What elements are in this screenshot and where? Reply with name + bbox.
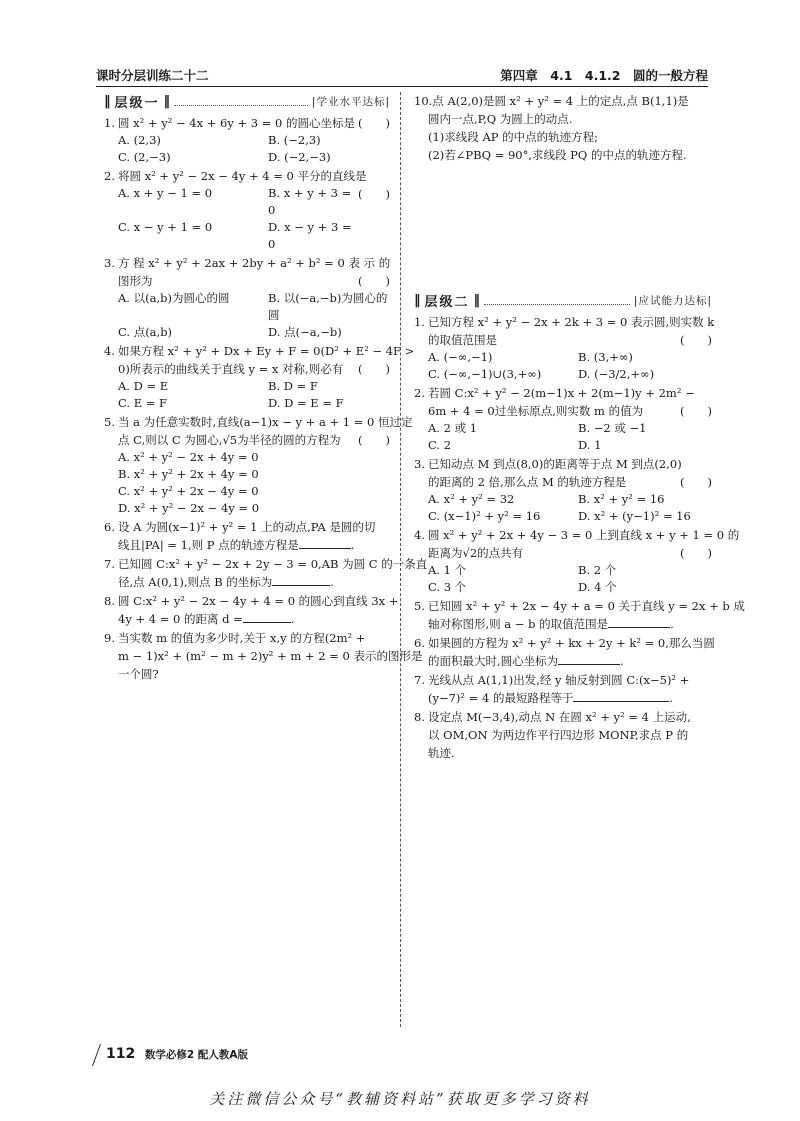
- option-a: A. x² + y² − 2x + 4y = 0: [118, 450, 259, 464]
- book-title: 数学必修2 配人教A版: [144, 1049, 248, 1061]
- answer-bracket: ( ): [358, 116, 390, 130]
- level2-tag: |应试能力达标|: [633, 294, 712, 307]
- question-10: [414, 92, 712, 164]
- question-line: 的面积最大时,圆心坐标为 .: [428, 654, 624, 668]
- question-number: 2.: [414, 386, 425, 400]
- question-7: [104, 555, 428, 591]
- question-text: 当 a 为任意实数时,直线(a−1)x − y + a + 1 = 0 恒过定: [118, 415, 413, 429]
- question-number: 3.: [414, 457, 425, 471]
- question-text: 已知动点 M 到点(8,0)的距离等于点 M 到点(2,0): [428, 457, 682, 471]
- question-text: 已知圆 C:x² + y² − 2x + 2y − 3 = 0,AB 为圆 C 的一条直: [118, 557, 428, 571]
- question-line: [104, 431, 390, 449]
- level1-question-list: [104, 114, 428, 683]
- option-c: C. 3 个: [428, 580, 467, 594]
- question-line: [414, 526, 740, 544]
- question-line: 径,点 A(0,1),则点 B 的坐标为 .: [118, 575, 334, 589]
- question-text: 一个圆?: [118, 667, 159, 681]
- question-3: [414, 455, 712, 525]
- question-1: [414, 313, 715, 383]
- option-a: A. x² + y² = 32: [428, 492, 515, 506]
- option-list: [414, 562, 712, 596]
- level2-bars-right: ‖: [473, 292, 481, 308]
- question-line: [104, 665, 390, 683]
- question-text: 圆 C:x² + y² − 2x − 4y + 4 = 0 的圆心到直线 3x +: [118, 594, 399, 608]
- question-line: [104, 555, 428, 573]
- question-number: 5.: [104, 415, 115, 429]
- option-d: D. x − y + 3 = 0: [268, 220, 352, 251]
- question-number: 1.: [104, 116, 115, 130]
- question-number: 6.: [104, 520, 115, 534]
- bottom-note: 关注微信公众号“教辅资料站”获取更多学习资料: [209, 1090, 591, 1108]
- question-line: [414, 473, 712, 491]
- option-list: [104, 378, 390, 412]
- question-line: [104, 647, 423, 665]
- option-b: B. x + y + 3 = 0: [268, 186, 352, 217]
- question-line: [414, 92, 712, 110]
- question-text: 圆 x² + y² + 2x + 4y − 3 = 0 上到直线 x + y + 1 = 0 的: [428, 528, 740, 542]
- question-line: [414, 313, 715, 331]
- dotted-leader: [484, 295, 630, 305]
- level2-bars-left: ‖: [414, 292, 421, 308]
- question-text: 设定点 M(−3,4),动点 N 在圆 x² + y² = 4 上运动,: [428, 710, 691, 724]
- question-number: 4.: [414, 528, 425, 542]
- answer-bracket: ( ): [358, 433, 390, 447]
- question-2: [414, 384, 712, 454]
- question-line: [414, 544, 712, 562]
- option-d: D. x² + (y−1)² = 16: [578, 509, 691, 523]
- level1-bars-left: ‖: [104, 93, 111, 109]
- question-7: [414, 671, 712, 707]
- option-a: A. D = E: [118, 379, 169, 393]
- question-line: [104, 272, 390, 290]
- option-d: D. (−3/2,+∞): [578, 367, 655, 381]
- answer-blank: [243, 610, 291, 623]
- option-a: A. 以(a,b)为圆心的圆: [118, 291, 230, 305]
- option-list: [104, 185, 358, 253]
- level1-tag: |学业水平达标|: [311, 95, 390, 108]
- question-6: [414, 634, 715, 670]
- right-column: [414, 92, 745, 763]
- question-number: 10.: [414, 94, 433, 108]
- option-d: D. 4 个: [578, 580, 617, 594]
- question-text: 图形为: [118, 274, 153, 288]
- answer-space: [414, 165, 712, 291]
- answer-bracket: ( ): [680, 404, 712, 418]
- question-text: (y−7)² = 4 的最短路程等于: [428, 691, 574, 705]
- question-text: m − 1)x² + (m² − m + 2)y² + m + 2 = 0 表示的图形是: [118, 649, 423, 663]
- question-text: 将圆 x² + y² − 2x − 4y + 4 = 0 平分的直线是: [118, 169, 367, 183]
- question-line: [104, 592, 399, 610]
- option-c: C. 2: [428, 438, 452, 452]
- question-text: 轨迹.: [428, 746, 455, 760]
- answer-blank: [272, 573, 330, 586]
- level2-heading: [414, 291, 712, 309]
- question-number: 8.: [104, 594, 115, 608]
- question-line: [414, 708, 712, 726]
- page-footer: [106, 1046, 248, 1062]
- question-5: [104, 413, 413, 517]
- question-line: [414, 402, 712, 420]
- option-a: A. x + y − 1 = 0: [118, 186, 213, 200]
- question-text: 径,点 A(0,1),则点 B 的坐标为: [118, 575, 273, 589]
- option-c: C. (x−1)² + y² = 16: [428, 509, 541, 523]
- question-text: 若圆 C:x² + y² − 2(m−1)x + 2(m−1)y + 2m² −: [428, 386, 695, 400]
- question-4: [414, 526, 740, 596]
- question-line: [414, 634, 715, 652]
- question-line: [414, 744, 712, 762]
- question-line: (1)求线段 AP 的中点的轨迹方程;: [428, 130, 599, 144]
- page-number: 112: [106, 1046, 136, 1062]
- question-line: 轴对称图形,则 a − b 的取值范围是 .: [428, 617, 674, 631]
- answer-bracket: ( ): [680, 546, 712, 560]
- answer-bracket: ( ): [680, 475, 712, 489]
- option-list: [104, 132, 390, 166]
- question-text: 如果圆的方程为 x² + y² + kx + 2y + k² = 0,那么当圆: [428, 636, 715, 650]
- question-text: 如果方程 x² + y² + Dx + Ey + F = 0(D² + E² − 4F >: [118, 344, 415, 358]
- option-list: [104, 290, 390, 341]
- level2-title: 层级二: [424, 294, 470, 310]
- question-line: 4y + 4 = 0 的距离 d = .: [118, 612, 295, 626]
- option-d: D. 1: [578, 438, 602, 452]
- question-text: 距离为√2的点共有: [428, 546, 524, 560]
- answer-bracket: ( ): [680, 333, 712, 347]
- question-9: [104, 629, 423, 683]
- level2-question-list: [414, 313, 745, 762]
- question-text: 轴对称图形,则 a − b 的取值范围是: [428, 617, 609, 631]
- question-text: 4y + 4 = 0 的距离 d =: [118, 612, 243, 626]
- question-2: [104, 167, 390, 253]
- question-text: 已知方程 x² + y² − 2x + 2k + 3 = 0 表示圆,则实数 k: [428, 315, 715, 329]
- question-1: [104, 114, 390, 166]
- option-a: A. (−∞,−1): [428, 350, 493, 364]
- option-b: B. (3,+∞): [578, 350, 633, 364]
- question-3: [104, 254, 390, 341]
- question-number: 4.: [104, 344, 115, 358]
- question-text: 方 程 x² + y² + 2ax + 2by + a² + b² = 0 表 示 的: [118, 256, 391, 270]
- option-c: C. x − y + 1 = 0: [118, 220, 213, 234]
- question-text: 6m + 4 = 0过坐标原点,则实数 m 的值为: [428, 404, 644, 418]
- answer-bracket: ( ): [358, 362, 390, 376]
- question-text: 点 C,则以 C 为圆心,√5为半径的圆的方程为: [118, 433, 341, 447]
- level1-bars-right: ‖: [163, 93, 171, 109]
- question-line: [414, 384, 712, 402]
- answer-blank: [299, 536, 351, 549]
- question-text: 的面积最大时,圆心坐标为: [428, 654, 559, 668]
- question-line: (y−7)² = 4 的最短路程等于 .: [428, 691, 674, 705]
- question-text: 线且|PA| = 1,则 P 点的轨迹方程是: [118, 538, 299, 552]
- option-b: B. x² + y² + 2x + 4y = 0: [118, 467, 259, 481]
- option-b: B. 以(−a,−b)为圆心的圆: [268, 291, 388, 322]
- question-line: [414, 455, 712, 473]
- option-c: C. 点(a,b): [118, 325, 173, 339]
- option-list: [414, 420, 712, 454]
- question-text: 点 A(2,0)是圆 x² + y² = 4 上的定点,点 B(1,1)是: [432, 94, 689, 108]
- question-number: 8.: [414, 710, 425, 724]
- question-line: [104, 518, 390, 536]
- option-d: D. D = E = F: [268, 396, 344, 410]
- question-line: [104, 254, 390, 272]
- option-b: B. (−2,3): [268, 133, 321, 147]
- option-list: [414, 349, 712, 383]
- question-number: 2.: [104, 169, 115, 183]
- chapter-title: 第四章 4.1 4.1.2 圆的一般方程: [500, 68, 708, 83]
- question-text: 以 OM,ON 为两边作平行四边形 MONP,求点 P 的: [428, 728, 689, 742]
- option-d: D. (−2,−3): [268, 150, 331, 164]
- option-b: B. x² + y² = 16: [578, 492, 665, 506]
- question-line: [104, 114, 390, 132]
- question-line: [104, 629, 390, 647]
- lesson-title: 课时分层训练二十二: [96, 68, 209, 83]
- question-line: 圆内一点,P,Q 为圆上的动点.: [428, 112, 573, 126]
- question-text: 已知圆 x² + y² + 2x − 4y + a = 0 关于直线 y = 2x + b 成: [428, 599, 745, 613]
- question-text: 的取值范围是: [428, 333, 497, 347]
- question-number: 9.: [104, 631, 115, 645]
- option-c: C. (−∞,−1)∪(3,+∞): [428, 367, 542, 381]
- question-6: [104, 518, 390, 554]
- question-line: 线且|PA| = 1,则 P 点的轨迹方程是 .: [118, 538, 355, 552]
- option-a: A. (2,3): [118, 133, 161, 147]
- question-5: [414, 597, 745, 633]
- option-d: D. 点(−a,−b): [268, 325, 342, 339]
- answer-blank: [558, 652, 620, 665]
- answer-bracket: ( ): [358, 187, 390, 201]
- option-a: A. 1 个: [428, 563, 467, 577]
- question-line: [414, 597, 745, 615]
- answer-blank: [573, 689, 669, 702]
- level1-heading: [104, 92, 390, 110]
- option-list: [104, 449, 390, 517]
- question-text: 0)所表示的曲线关于直线 y = x 对称,则必有: [118, 362, 344, 376]
- page-header: [96, 62, 708, 87]
- question-text: 的距离的 2 倍,那么点 M 的轨迹方程是: [428, 475, 627, 489]
- question-line: [104, 342, 415, 360]
- question-number: 7.: [414, 673, 425, 687]
- question-number: 3.: [104, 256, 115, 270]
- question-text: 设 A 为圆(x−1)² + y² = 1 上的动点,PA 是圆的切: [118, 520, 376, 534]
- option-b: B. 2 个: [578, 563, 617, 577]
- dotted-leader: [174, 96, 308, 106]
- question-4: [104, 342, 415, 412]
- question-line: [414, 671, 712, 689]
- option-a: A. 2 或 1: [428, 421, 478, 435]
- question-text: 光线从点 A(1,1)出发,经 y 轴反射到圆 C:(x−5)² +: [428, 673, 690, 687]
- question-number: 1.: [414, 315, 425, 329]
- option-c: C. (2,−3): [118, 150, 171, 164]
- question-number: 7.: [104, 557, 115, 571]
- question-number: 6.: [414, 636, 425, 650]
- option-c: C. E = F: [118, 396, 168, 410]
- question-text: 圆 x² + y² − 4x + 6y + 3 = 0 的圆心坐标是: [118, 116, 355, 130]
- question-number: 5.: [414, 599, 425, 613]
- option-b: B. −2 或 −1: [578, 421, 647, 435]
- question-8: [104, 592, 399, 628]
- answer-bracket: ( ): [358, 274, 390, 288]
- level1-title: 层级一: [114, 95, 160, 111]
- question-line: (2)若∠PBQ = 90°,求线段 PQ 的中点的轨迹方程.: [428, 148, 687, 162]
- option-list: [414, 491, 712, 525]
- option-d: D. x² + y² − 2x − 4y = 0: [118, 501, 260, 515]
- question-8: [414, 708, 712, 762]
- answer-blank: [608, 615, 670, 628]
- question-line: [414, 331, 712, 349]
- question-line: [104, 360, 390, 378]
- question-line: [414, 726, 712, 744]
- option-c: C. x² + y² + 2x − 4y = 0: [118, 484, 259, 498]
- question-text: 当实数 m 的值为多少时,关于 x,y 的方程(2m² +: [118, 631, 366, 645]
- option-b: B. D = F: [268, 379, 318, 393]
- left-column: [104, 92, 428, 684]
- question-line: [104, 413, 413, 431]
